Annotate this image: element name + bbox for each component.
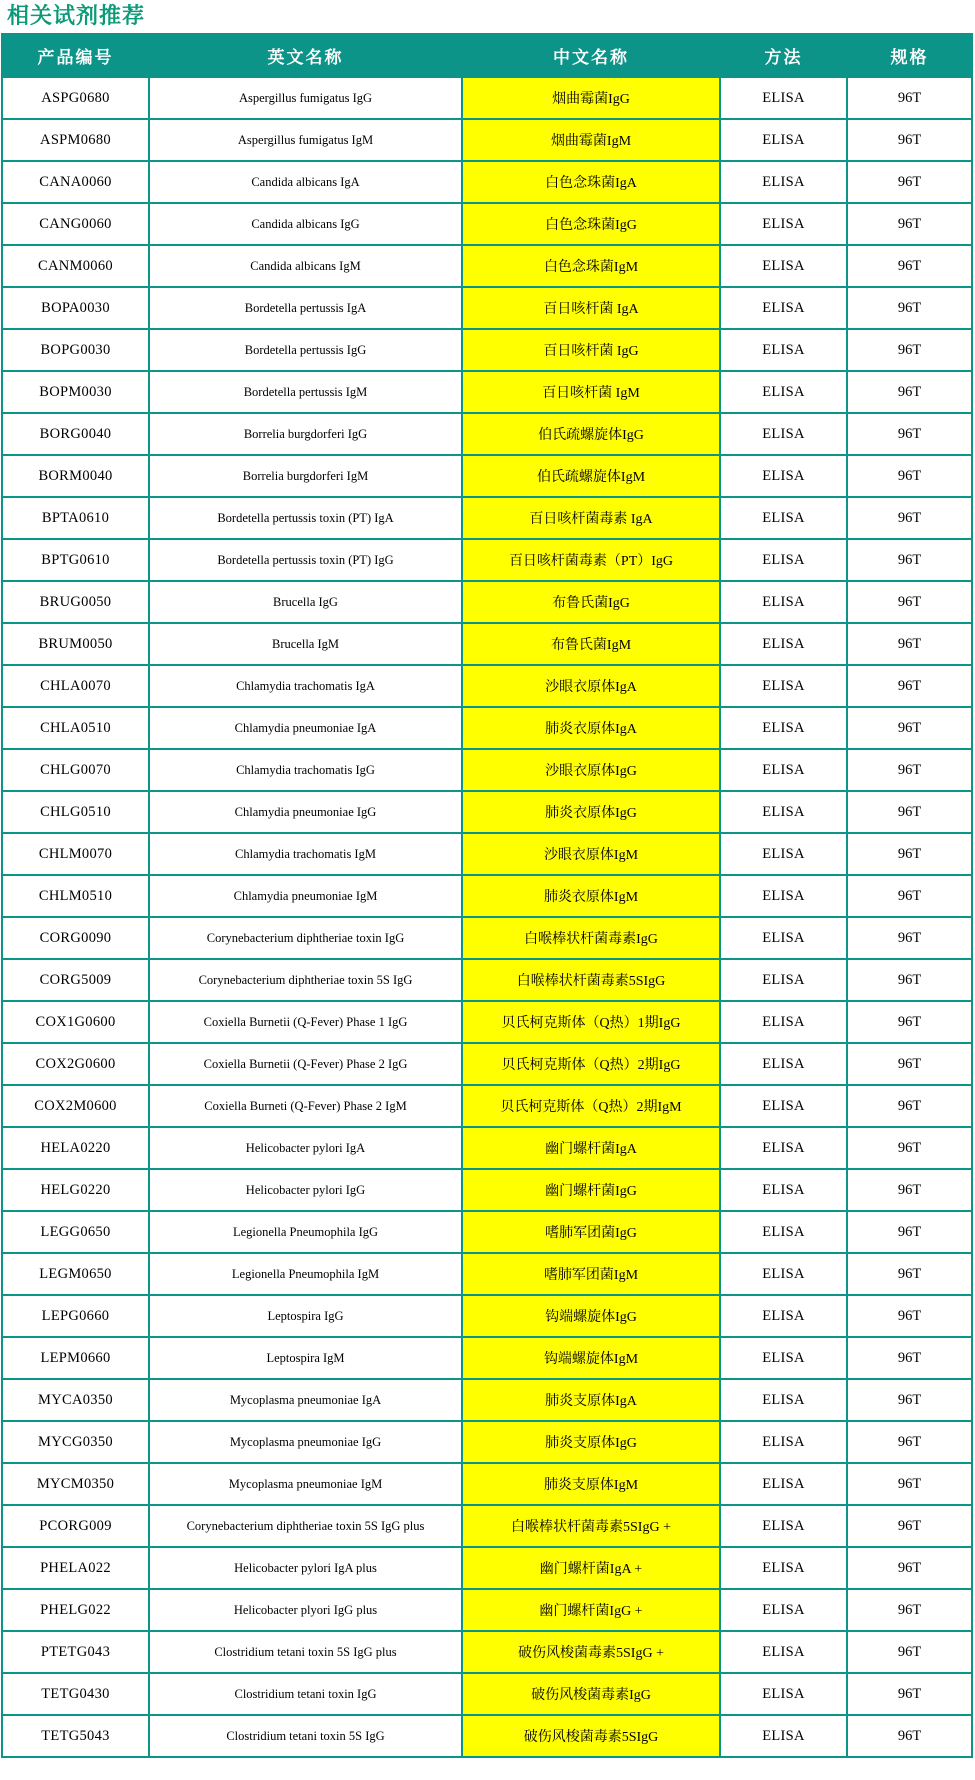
cell-code: BOPA0030 <box>2 287 149 329</box>
cell-spec: 96T <box>847 1169 972 1211</box>
table-row <box>2 1463 972 1505</box>
cell-english_name: Candida albicans IgA <box>149 161 462 203</box>
cell-chinese_name: 肺炎衣原体IgG <box>462 791 720 833</box>
table-row <box>2 329 972 371</box>
header-row <box>2 34 972 77</box>
cell-spec: 96T <box>847 1001 972 1043</box>
cell-chinese_name: 破伤风梭菌毒素5SIgG <box>462 1715 720 1757</box>
table-row <box>2 581 972 623</box>
cell-spec: 96T <box>847 497 972 539</box>
cell-method: ELISA <box>720 119 847 161</box>
cell-code: BRUM0050 <box>2 623 149 665</box>
cell-chinese_name: 贝氏柯克斯体（Q热）2期IgM <box>462 1085 720 1127</box>
cell-spec: 96T <box>847 77 972 119</box>
cell-english_name: Helicobacter pylori IgG <box>149 1169 462 1211</box>
table-row <box>2 77 972 119</box>
cell-chinese_name: 肺炎支原体IgA <box>462 1379 720 1421</box>
table-row <box>2 833 972 875</box>
cell-spec: 96T <box>847 1337 972 1379</box>
table-row <box>2 1505 972 1547</box>
cell-english_name: Borrelia burgdorferi IgM <box>149 455 462 497</box>
cell-chinese_name: 百日咳杆菌 IgA <box>462 287 720 329</box>
cell-chinese_name: 百日咳杆菌毒素 IgA <box>462 497 720 539</box>
cell-spec: 96T <box>847 875 972 917</box>
cell-spec: 96T <box>847 1547 972 1589</box>
cell-spec: 96T <box>847 1715 972 1757</box>
cell-code: HELA0220 <box>2 1127 149 1169</box>
cell-spec: 96T <box>847 119 972 161</box>
cell-method: ELISA <box>720 1211 847 1253</box>
cell-english_name: Chlamydia pneumoniae IgM <box>149 875 462 917</box>
cell-chinese_name: 白色念珠菌IgM <box>462 245 720 287</box>
cell-code: CHLA0070 <box>2 665 149 707</box>
cell-chinese_name: 破伤风梭菌毒素5SIgG + <box>462 1631 720 1673</box>
cell-english_name: Coxiella Burneti (Q-Fever) Phase 2 IgM <box>149 1085 462 1127</box>
cell-method: ELISA <box>720 749 847 791</box>
cell-english_name: Bordetella pertussis toxin (PT) IgA <box>149 497 462 539</box>
cell-spec: 96T <box>847 203 972 245</box>
cell-method: ELISA <box>720 959 847 1001</box>
cell-method: ELISA <box>720 707 847 749</box>
cell-english_name: Legionella Pneumophila IgM <box>149 1253 462 1295</box>
cell-chinese_name: 肺炎支原体IgG <box>462 1421 720 1463</box>
table-row <box>2 1001 972 1043</box>
reagent-table <box>1 33 973 1758</box>
table-row <box>2 623 972 665</box>
cell-method: ELISA <box>720 1169 847 1211</box>
header-product-code: 产品编号 <box>2 34 149 77</box>
table-row <box>2 1085 972 1127</box>
cell-spec: 96T <box>847 959 972 1001</box>
table-row <box>2 1715 972 1757</box>
table-row <box>2 1253 972 1295</box>
cell-method: ELISA <box>720 1001 847 1043</box>
cell-chinese_name: 伯氏疏螺旋体IgM <box>462 455 720 497</box>
table-row <box>2 749 972 791</box>
table-row <box>2 203 972 245</box>
header-method: 方法 <box>720 34 847 77</box>
cell-spec: 96T <box>847 287 972 329</box>
cell-english_name: Bordetella pertussis IgM <box>149 371 462 413</box>
cell-method: ELISA <box>720 539 847 581</box>
cell-english_name: Chlamydia trachomatis IgG <box>149 749 462 791</box>
cell-english_name: Helicobacter pylori IgA <box>149 1127 462 1169</box>
cell-spec: 96T <box>847 1085 972 1127</box>
cell-english_name: Chlamydia trachomatis IgM <box>149 833 462 875</box>
cell-english_name: Leptospira IgM <box>149 1337 462 1379</box>
cell-code: BORM0040 <box>2 455 149 497</box>
cell-code: PTETG043 <box>2 1631 149 1673</box>
cell-code: PHELA022 <box>2 1547 149 1589</box>
table-body <box>2 77 972 1757</box>
cell-code: BORG0040 <box>2 413 149 455</box>
cell-code: COX2G0600 <box>2 1043 149 1085</box>
page-title: 相关试剂推荐 <box>7 3 146 28</box>
cell-method: ELISA <box>720 1715 847 1757</box>
cell-spec: 96T <box>847 749 972 791</box>
cell-code: LEGM0650 <box>2 1253 149 1295</box>
cell-chinese_name: 幽门螺杆菌IgG <box>462 1169 720 1211</box>
cell-english_name: Chlamydia trachomatis IgA <box>149 665 462 707</box>
cell-english_name: Mycoplasma pneumoniae IgM <box>149 1463 462 1505</box>
cell-english_name: Corynebacterium diphtheriae toxin IgG <box>149 917 462 959</box>
cell-english_name: Legionella Pneumophila IgG <box>149 1211 462 1253</box>
cell-spec: 96T <box>847 1211 972 1253</box>
cell-method: ELISA <box>720 371 847 413</box>
header-spec: 规格 <box>847 34 972 77</box>
cell-spec: 96T <box>847 1253 972 1295</box>
cell-english_name: Clostridium tetani toxin 5S IgG plus <box>149 1631 462 1673</box>
cell-spec: 96T <box>847 1673 972 1715</box>
cell-english_name: Candida albicans IgM <box>149 245 462 287</box>
cell-method: ELISA <box>720 1379 847 1421</box>
cell-chinese_name: 钩端螺旋体IgM <box>462 1337 720 1379</box>
cell-spec: 96T <box>847 161 972 203</box>
cell-english_name: Coxiella Burnetii (Q-Fever) Phase 1 IgG <box>149 1001 462 1043</box>
cell-spec: 96T <box>847 1295 972 1337</box>
cell-english_name: Corynebacterium diphtheriae toxin 5S IgG <box>149 959 462 1001</box>
cell-method: ELISA <box>720 623 847 665</box>
cell-method: ELISA <box>720 455 847 497</box>
cell-chinese_name: 白喉棒状杆菌毒素5SIgG <box>462 959 720 1001</box>
cell-spec: 96T <box>847 1589 972 1631</box>
cell-code: LEGG0650 <box>2 1211 149 1253</box>
cell-english_name: Candida albicans IgG <box>149 203 462 245</box>
cell-method: ELISA <box>720 161 847 203</box>
table-row <box>2 1379 972 1421</box>
cell-english_name: Mycoplasma pneumoniae IgA <box>149 1379 462 1421</box>
cell-code: MYCA0350 <box>2 1379 149 1421</box>
cell-chinese_name: 贝氏柯克斯体（Q热）1期IgG <box>462 1001 720 1043</box>
table-row <box>2 1631 972 1673</box>
cell-chinese_name: 幽门螺杆菌IgG + <box>462 1589 720 1631</box>
cell-chinese_name: 布鲁氏菌IgM <box>462 623 720 665</box>
table-row <box>2 1673 972 1715</box>
cell-method: ELISA <box>720 1085 847 1127</box>
cell-english_name: Brucella IgM <box>149 623 462 665</box>
cell-code: CHLA0510 <box>2 707 149 749</box>
cell-chinese_name: 沙眼衣原体IgM <box>462 833 720 875</box>
cell-code: ASPG0680 <box>2 77 149 119</box>
cell-method: ELISA <box>720 1043 847 1085</box>
cell-method: ELISA <box>720 329 847 371</box>
cell-method: ELISA <box>720 1673 847 1715</box>
table-row <box>2 665 972 707</box>
cell-code: TETG5043 <box>2 1715 149 1757</box>
table-row <box>2 1547 972 1589</box>
cell-method: ELISA <box>720 833 847 875</box>
cell-spec: 96T <box>847 833 972 875</box>
cell-method: ELISA <box>720 1463 847 1505</box>
cell-spec: 96T <box>847 1127 972 1169</box>
table-row <box>2 455 972 497</box>
cell-method: ELISA <box>720 1547 847 1589</box>
cell-english_name: Helicobacter pylori IgA plus <box>149 1547 462 1589</box>
table-row <box>2 1127 972 1169</box>
cell-chinese_name: 钩端螺旋体IgG <box>462 1295 720 1337</box>
cell-english_name: Corynebacterium diphtheriae toxin 5S IgG plus <box>149 1505 462 1547</box>
cell-chinese_name: 沙眼衣原体IgG <box>462 749 720 791</box>
table-row <box>2 1043 972 1085</box>
cell-code: CORG5009 <box>2 959 149 1001</box>
table-row <box>2 287 972 329</box>
cell-spec: 96T <box>847 623 972 665</box>
cell-code: PCORG009 <box>2 1505 149 1547</box>
cell-method: ELISA <box>720 497 847 539</box>
cell-chinese_name: 嗜肺军团菌IgM <box>462 1253 720 1295</box>
cell-chinese_name: 百日咳杆菌 IgM <box>462 371 720 413</box>
cell-spec: 96T <box>847 455 972 497</box>
cell-spec: 96T <box>847 371 972 413</box>
cell-spec: 96T <box>847 1379 972 1421</box>
cell-code: BOPM0030 <box>2 371 149 413</box>
cell-code: BRUG0050 <box>2 581 149 623</box>
cell-chinese_name: 破伤风梭菌毒素IgG <box>462 1673 720 1715</box>
cell-spec: 96T <box>847 707 972 749</box>
cell-method: ELISA <box>720 917 847 959</box>
cell-code: CANG0060 <box>2 203 149 245</box>
table-row <box>2 119 972 161</box>
cell-chinese_name: 伯氏疏螺旋体IgG <box>462 413 720 455</box>
cell-code: PHELG022 <box>2 1589 149 1631</box>
cell-english_name: Leptospira IgG <box>149 1295 462 1337</box>
cell-english_name: Brucella IgG <box>149 581 462 623</box>
cell-english_name: Clostridium tetani toxin IgG <box>149 1673 462 1715</box>
cell-spec: 96T <box>847 1631 972 1673</box>
cell-spec: 96T <box>847 413 972 455</box>
cell-spec: 96T <box>847 1463 972 1505</box>
table-row <box>2 1337 972 1379</box>
cell-english_name: Mycoplasma pneumoniae IgG <box>149 1421 462 1463</box>
cell-code: MYCM0350 <box>2 1463 149 1505</box>
cell-method: ELISA <box>720 1295 847 1337</box>
cell-method: ELISA <box>720 791 847 833</box>
header-english-name: 英文名称 <box>149 34 462 77</box>
cell-english_name: Borrelia burgdorferi IgG <box>149 413 462 455</box>
cell-method: ELISA <box>720 1505 847 1547</box>
cell-spec: 96T <box>847 1421 972 1463</box>
cell-english_name: Bordetella pertussis IgG <box>149 329 462 371</box>
table-row <box>2 707 972 749</box>
cell-code: CORG0090 <box>2 917 149 959</box>
cell-code: LEPG0660 <box>2 1295 149 1337</box>
table-row <box>2 539 972 581</box>
table-row <box>2 1169 972 1211</box>
cell-spec: 96T <box>847 665 972 707</box>
header-chinese-name: 中文名称 <box>462 34 720 77</box>
cell-code: COX2M0600 <box>2 1085 149 1127</box>
cell-code: TETG0430 <box>2 1673 149 1715</box>
cell-code: MYCG0350 <box>2 1421 149 1463</box>
cell-code: CANM0060 <box>2 245 149 287</box>
cell-english_name: Aspergillus fumigatus IgM <box>149 119 462 161</box>
table-row <box>2 959 972 1001</box>
cell-chinese_name: 幽门螺杆菌IgA <box>462 1127 720 1169</box>
cell-code: BOPG0030 <box>2 329 149 371</box>
cell-chinese_name: 布鲁氏菌IgG <box>462 581 720 623</box>
cell-method: ELISA <box>720 1127 847 1169</box>
cell-method: ELISA <box>720 245 847 287</box>
table-row <box>2 371 972 413</box>
cell-code: BPTG0610 <box>2 539 149 581</box>
cell-chinese_name: 百日咳杆菌毒素（PT）IgG <box>462 539 720 581</box>
cell-method: ELISA <box>720 1421 847 1463</box>
cell-chinese_name: 百日咳杆菌 IgG <box>462 329 720 371</box>
cell-code: COX1G0600 <box>2 1001 149 1043</box>
cell-method: ELISA <box>720 1631 847 1673</box>
table-row <box>2 245 972 287</box>
cell-code: HELG0220 <box>2 1169 149 1211</box>
cell-code: CHLM0070 <box>2 833 149 875</box>
cell-code: CHLG0510 <box>2 791 149 833</box>
page <box>0 3 975 1758</box>
table-row <box>2 161 972 203</box>
cell-code: CHLM0510 <box>2 875 149 917</box>
cell-spec: 96T <box>847 791 972 833</box>
cell-chinese_name: 烟曲霉菌IgG <box>462 77 720 119</box>
table-row <box>2 413 972 455</box>
cell-spec: 96T <box>847 1505 972 1547</box>
table-row <box>2 917 972 959</box>
cell-method: ELISA <box>720 413 847 455</box>
cell-chinese_name: 肺炎衣原体IgM <box>462 875 720 917</box>
table-row <box>2 1295 972 1337</box>
cell-method: ELISA <box>720 1589 847 1631</box>
table-row <box>2 1421 972 1463</box>
cell-method: ELISA <box>720 203 847 245</box>
table-row <box>2 1589 972 1631</box>
table-row <box>2 791 972 833</box>
cell-english_name: Bordetella pertussis toxin (PT) IgG <box>149 539 462 581</box>
cell-chinese_name: 嗜肺军团菌IgG <box>462 1211 720 1253</box>
cell-method: ELISA <box>720 1253 847 1295</box>
table-row <box>2 1211 972 1253</box>
cell-chinese_name: 沙眼衣原体IgA <box>462 665 720 707</box>
cell-english_name: Aspergillus fumigatus IgG <box>149 77 462 119</box>
table-row <box>2 497 972 539</box>
cell-method: ELISA <box>720 875 847 917</box>
cell-spec: 96T <box>847 581 972 623</box>
cell-method: ELISA <box>720 1337 847 1379</box>
cell-method: ELISA <box>720 77 847 119</box>
cell-chinese_name: 幽门螺杆菌IgA + <box>462 1547 720 1589</box>
cell-spec: 96T <box>847 917 972 959</box>
cell-chinese_name: 肺炎衣原体IgA <box>462 707 720 749</box>
cell-code: LEPM0660 <box>2 1337 149 1379</box>
cell-english_name: Chlamydia pneumoniae IgG <box>149 791 462 833</box>
cell-code: CANA0060 <box>2 161 149 203</box>
cell-chinese_name: 白喉棒状杆菌毒素5SIgG + <box>462 1505 720 1547</box>
cell-spec: 96T <box>847 245 972 287</box>
cell-chinese_name: 白色念珠菌IgG <box>462 203 720 245</box>
cell-chinese_name: 肺炎支原体IgM <box>462 1463 720 1505</box>
table-row <box>2 875 972 917</box>
cell-chinese_name: 贝氏柯克斯体（Q热）2期IgG <box>462 1043 720 1085</box>
cell-english_name: Coxiella Burnetii (Q-Fever) Phase 2 IgG <box>149 1043 462 1085</box>
cell-code: ASPM0680 <box>2 119 149 161</box>
cell-english_name: Helicobacter plyori IgG plus <box>149 1589 462 1631</box>
cell-english_name: Bordetella pertussis IgA <box>149 287 462 329</box>
cell-code: BPTA0610 <box>2 497 149 539</box>
cell-method: ELISA <box>720 581 847 623</box>
cell-spec: 96T <box>847 539 972 581</box>
cell-english_name: Clostridium tetani toxin 5S IgG <box>149 1715 462 1757</box>
cell-english_name: Chlamydia pneumoniae IgA <box>149 707 462 749</box>
cell-chinese_name: 烟曲霉菌IgM <box>462 119 720 161</box>
cell-chinese_name: 白色念珠菌IgA <box>462 161 720 203</box>
cell-spec: 96T <box>847 1043 972 1085</box>
cell-method: ELISA <box>720 665 847 707</box>
cell-chinese_name: 白喉棒状杆菌毒素IgG <box>462 917 720 959</box>
cell-method: ELISA <box>720 287 847 329</box>
cell-spec: 96T <box>847 329 972 371</box>
cell-code: CHLG0070 <box>2 749 149 791</box>
